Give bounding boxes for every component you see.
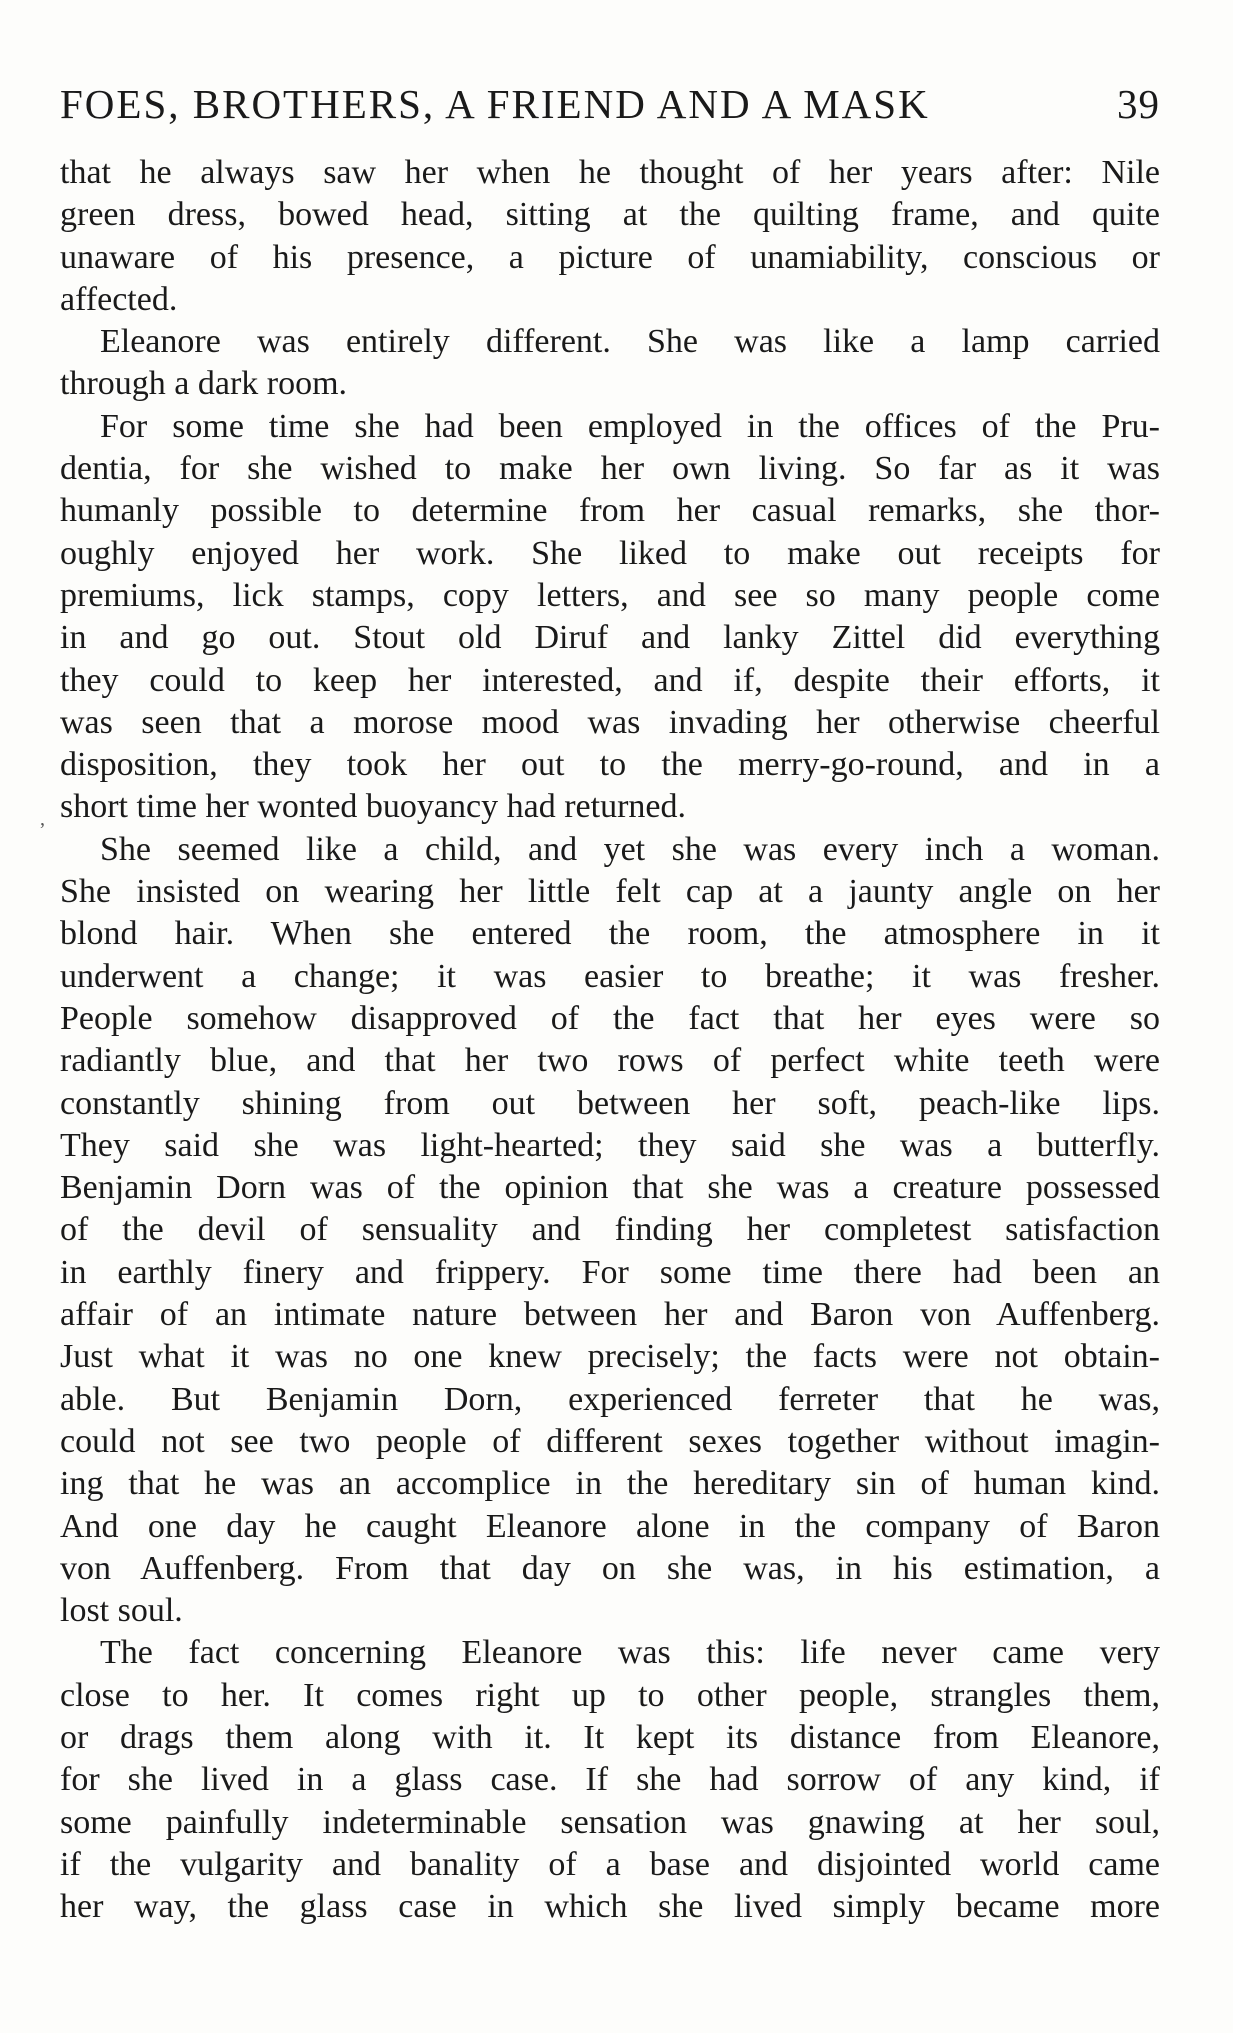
text-line: They said she was light-hearted; they said she was a butterfly. bbox=[60, 1126, 1160, 1164]
text-line: humanly possible to determine from her casual remarks, she thor- bbox=[60, 492, 1160, 530]
text-line: some painfully indeterminable sensation was gnawing at her soul, bbox=[60, 1803, 1160, 1841]
running-header bbox=[60, 78, 1160, 130]
text-line: radiantly blue, and that her two rows of perfect white teeth were bbox=[60, 1042, 1160, 1080]
text-line: in earthly finery and frippery. For some time there had been an bbox=[60, 1253, 1160, 1291]
text-line: She seemed like a child, and yet she was every inch a woman. bbox=[100, 830, 1160, 868]
text-line: blond hair. When she entered the room, the atmosphere in it bbox=[60, 915, 1160, 953]
text-line: able. But Benjamin Dorn, experienced ferreter that he was, bbox=[60, 1380, 1160, 1418]
stray-mark: , bbox=[40, 808, 45, 830]
text-line: affected. bbox=[60, 280, 178, 318]
text-line: green dress, bowed head, sitting at the quilting frame, and quite bbox=[60, 196, 1160, 234]
text-line: For some time she had been employed in the offices of the Pru- bbox=[100, 407, 1160, 445]
text-line: People somehow disapproved of the fact that her eyes were so bbox=[60, 999, 1160, 1037]
text-line: The fact concerning Eleanore was this: life never came very bbox=[100, 1634, 1160, 1672]
text-line: ing that he was an accomplice in the hereditary sin of human kind. bbox=[60, 1465, 1160, 1503]
text-line: von Auffenberg. From that day on she was, in his estimation, a bbox=[60, 1549, 1160, 1587]
text-line: her way, the glass case in which she lived simply became more bbox=[60, 1888, 1160, 1926]
text-line: premiums, lick stamps, copy letters, and see so many people come bbox=[60, 576, 1160, 614]
text-line: for she lived in a glass case. If she had sorrow of any kind, if bbox=[60, 1761, 1160, 1799]
text-line: or drags them along with it. It kept its distance from Eleanore, bbox=[60, 1718, 1160, 1756]
running-title: FOES, BROTHERS, A FRIEND AND A MASK bbox=[60, 81, 930, 127]
text-line: through a dark room. bbox=[60, 365, 348, 403]
text-line: was seen that a morose mood was invading her otherwise cheerful bbox=[60, 703, 1160, 741]
text-line: And one day he caught Eleanore alone in the company of Baron bbox=[60, 1507, 1160, 1545]
text-line: close to her. It comes right up to other people, strangles them, bbox=[60, 1676, 1160, 1714]
text-line: lost soul. bbox=[60, 1592, 183, 1630]
text-line: She insisted on wearing her little felt cap at a jaunty angle on her bbox=[60, 873, 1160, 911]
text-line: short time her wonted buoyancy had returned. bbox=[60, 788, 686, 826]
text-line: they could to keep her interested, and if, despite their efforts, it bbox=[60, 661, 1160, 699]
text-line: affair of an intimate nature between her and Baron von Auffenberg. bbox=[60, 1296, 1160, 1334]
text-line: could not see two people of different sexes together without imagin- bbox=[60, 1422, 1160, 1460]
text-line: unaware of his presence, a picture of unamiability, conscious or bbox=[60, 238, 1160, 276]
body-text bbox=[60, 152, 1160, 1928]
text-line: Just what it was no one knew precisely; the facts were not obtain- bbox=[60, 1338, 1160, 1376]
text-line: Benjamin Dorn was of the opinion that she was a creature possessed bbox=[60, 1169, 1160, 1207]
text-line: oughly enjoyed her work. She liked to make out receipts for bbox=[60, 534, 1160, 572]
text-line: in and go out. Stout old Diruf and lanky Zittel did everything bbox=[60, 619, 1160, 657]
text-line: if the vulgarity and banality of a base and disjointed world came bbox=[60, 1845, 1160, 1883]
page-number: 39 bbox=[1117, 81, 1160, 127]
text-line: Eleanore was entirely different. She was like a lamp carried bbox=[100, 323, 1160, 361]
text-line: underwent a change; it was easier to breathe; it was fresher. bbox=[60, 957, 1160, 995]
text-line: dentia, for she wished to make her own living. So far as it was bbox=[60, 450, 1160, 488]
text-line: of the devil of sensuality and finding her completest satisfaction bbox=[60, 1211, 1160, 1249]
text-line: disposition, they took her out to the merry-go-round, and in a bbox=[60, 746, 1160, 784]
text-line: constantly shining from out between her soft, peach-like lips. bbox=[60, 1084, 1160, 1122]
text-line: that he always saw her when he thought of her years after: Nile bbox=[60, 154, 1160, 191]
